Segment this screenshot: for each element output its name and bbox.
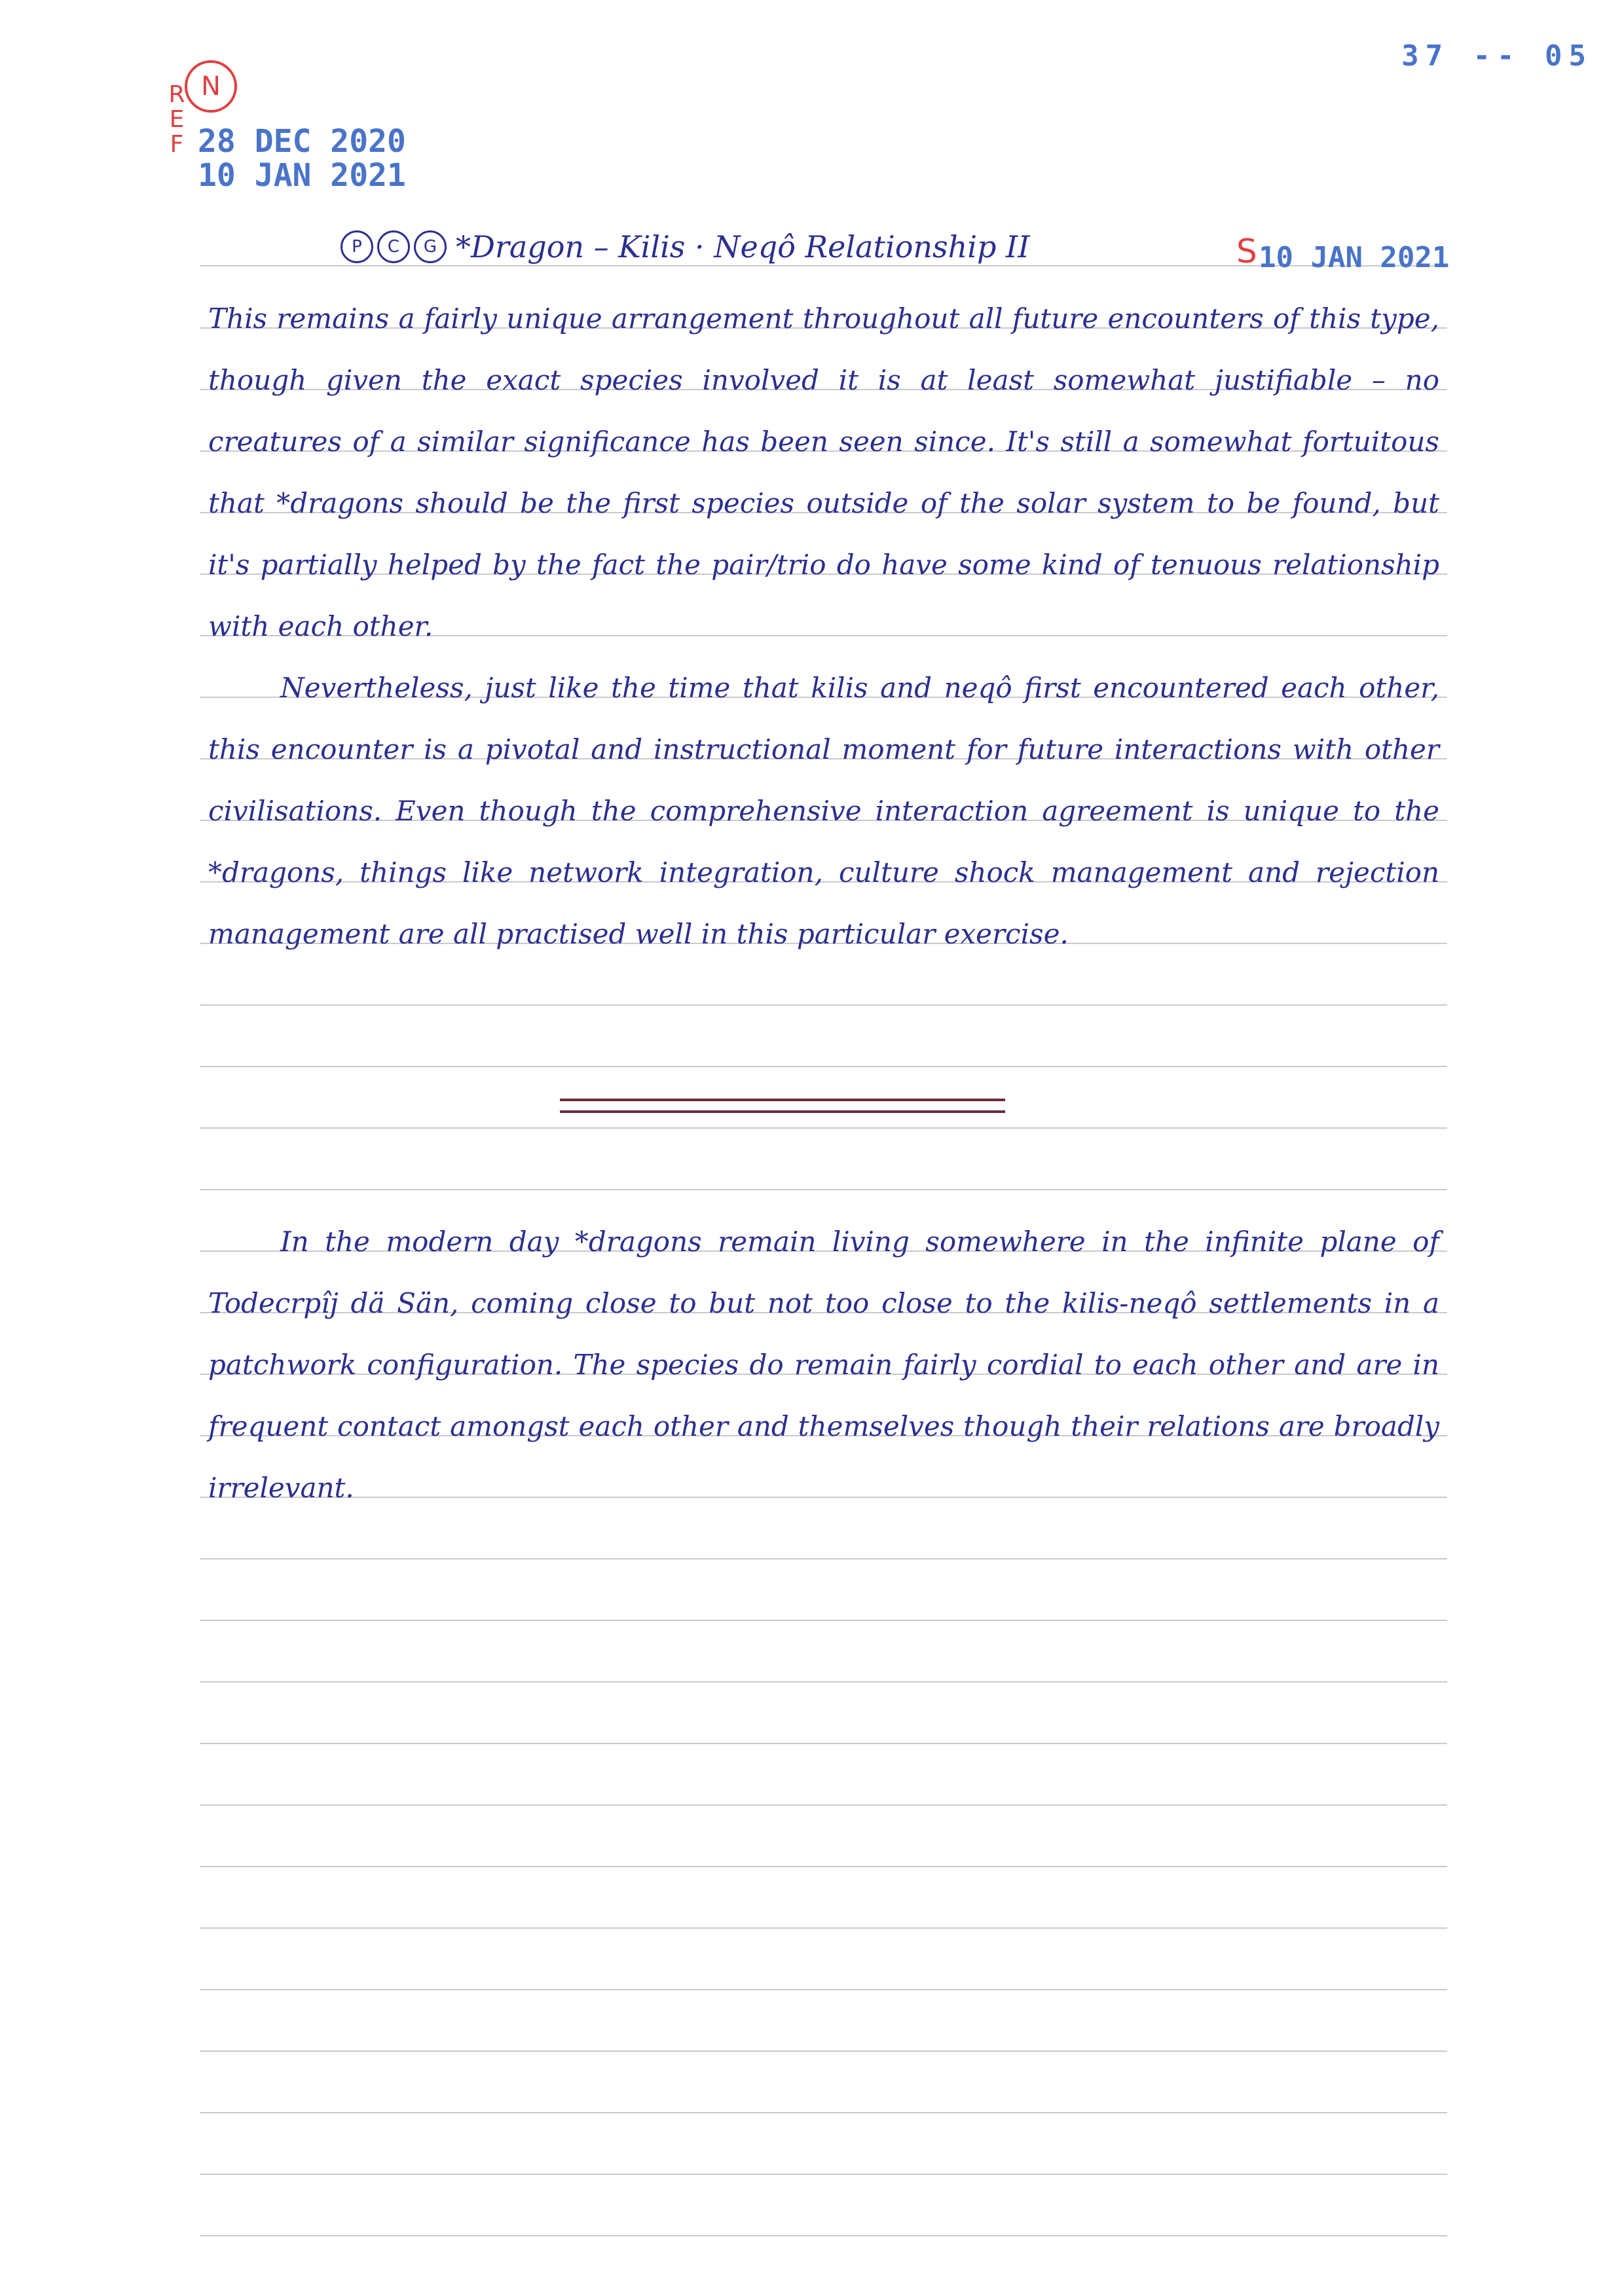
date-stamp-second: 10 JAN 2021 (198, 157, 406, 194)
ref-letter: R (168, 81, 185, 108)
ruled-line (200, 1066, 1447, 1067)
ruled-line (200, 1127, 1447, 1129)
page-title: *Dragon – Kilis · Neqô Relationship II (456, 229, 1030, 264)
circled-mark: G (414, 230, 447, 263)
page-number-stamp: 37 -- 05 (1401, 39, 1593, 73)
ruled-line (200, 2112, 1447, 2113)
circled-mark: C (377, 230, 410, 263)
ruled-line (200, 1743, 1447, 1744)
paragraph-3 (208, 1211, 1439, 1519)
title-row (341, 229, 1029, 264)
paragraph-2 (208, 657, 1439, 965)
date-stamp-first: 28 DEC 2020 (198, 123, 406, 160)
ruled-line (200, 1004, 1447, 1006)
ref-circle-letter: N (201, 71, 221, 101)
ruled-line (200, 1681, 1447, 1683)
ruled-line (200, 1866, 1447, 1867)
title-date-stamp: 10 JAN 2021 (1259, 241, 1450, 274)
ruled-line (200, 1927, 1447, 1929)
ruled-line (200, 2235, 1447, 2236)
ruled-line (200, 1189, 1447, 1190)
paragraph-1 (208, 288, 1439, 657)
ruled-line (200, 1804, 1447, 1806)
ref-letter: F (170, 131, 184, 158)
ruled-line (200, 2050, 1447, 2052)
ruled-line (200, 1620, 1447, 1621)
paragraph-text: This remains a fairly unique arrangement throughout all future encounters of this type, though given the exact species involved it is at least somewhat justifiable – no creatures of a similar significance has been seen since. It's still a somewhat fortuitous that *dragons should be the first species outside of the solar system to be found, but it's partially helped by the fact the pair/trio do have some kind of tenuous relationship with each other. (208, 302, 1439, 642)
s-mark: S (1236, 232, 1257, 270)
ruled-line (200, 1989, 1447, 1990)
ref-letters-stamp (164, 82, 190, 157)
paragraph-text: In the modern day *dragons remain living somewhere in the infinite plane of Todecrpîj dä Sän, coming close to but not too close to the kilis-neqô settlements in a patchwork configuration. The species do remain fairly cordial to each other and are in frequent contact amongst each other and themselves though their relations are broadly irrelevant. (208, 1226, 1439, 1504)
section-divider-bottom (560, 1110, 1005, 1113)
ref-letter: E (169, 106, 185, 133)
ruled-line (200, 1558, 1447, 1559)
paragraph-text: Nevertheless, just like the time that kilis and neqô first encountered each other, this encounter is a pivotal and instructional moment for future interactions with other civilisations. Even though the comprehensive interaction agreement is unique to the *dragons, things like network integration, culture shock management and rejection management are all practised well in this particular exercise. (208, 672, 1439, 950)
ruled-line (200, 2174, 1447, 2175)
circled-mark: P (341, 230, 373, 263)
section-divider-top (560, 1099, 1005, 1101)
ref-circle-stamp (185, 60, 237, 113)
